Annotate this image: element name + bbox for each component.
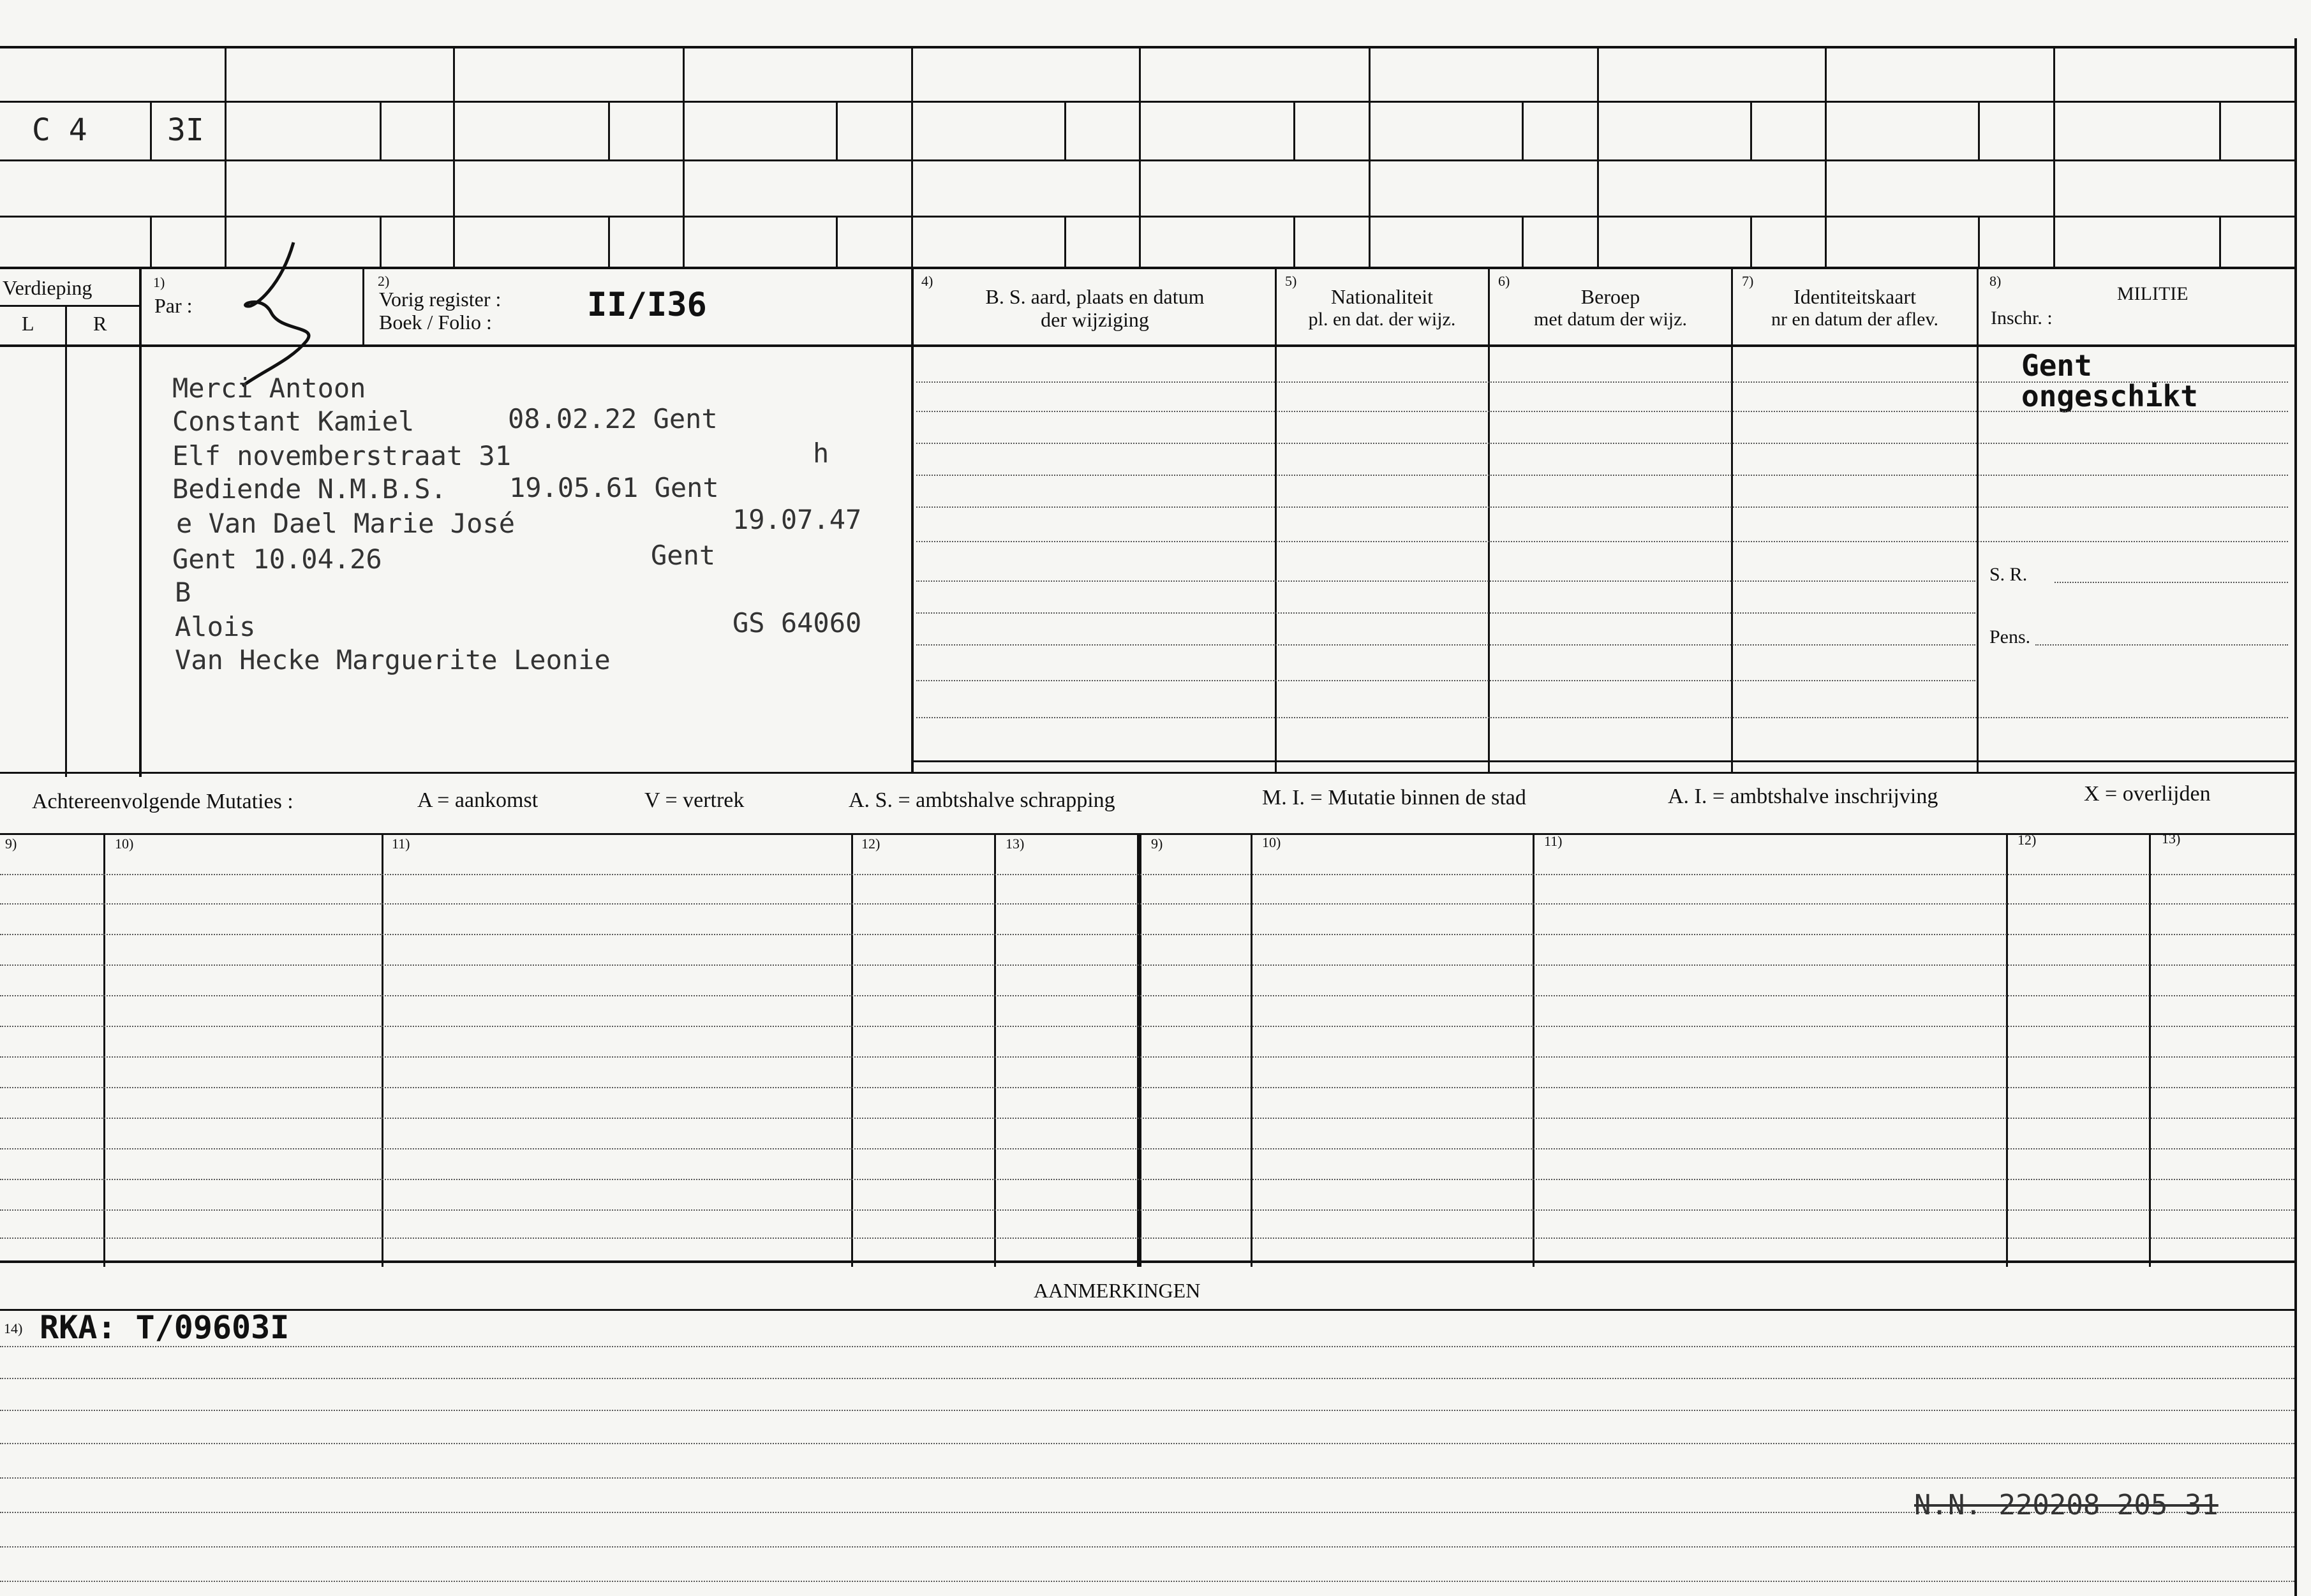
person-mother: Van Hecke Marguerite Leonie bbox=[175, 644, 611, 676]
sr-label: S. R. bbox=[1989, 564, 2028, 585]
person-address-mark: h bbox=[813, 438, 829, 469]
field-8-number: 8) bbox=[1989, 273, 2002, 289]
legend-ambtshalve-inschrijving: A. I. = ambtshalve inschrijving bbox=[1668, 785, 1938, 808]
legend-mutatie-binnen-stad: M. I. = Mutatie binnen de stad bbox=[1262, 786, 1526, 809]
mut-col-9-left: 9) bbox=[5, 836, 17, 852]
par-label: Par : bbox=[154, 294, 193, 317]
identiteitskaart-line2: nr en datum der aflev. bbox=[1771, 309, 1939, 330]
mut-col-10-right: 10) bbox=[1262, 834, 1281, 850]
col-l-label: L bbox=[22, 312, 34, 335]
aanmerkingen-title: AANMERKINGEN bbox=[1034, 1279, 1201, 1302]
mut-col-9-right: 9) bbox=[1151, 836, 1163, 852]
legend-vertrek: V = vertrek bbox=[644, 788, 745, 812]
person-occupation: Bediende N.M.B.S. bbox=[172, 473, 447, 505]
national-number: N.N. 220208 205 31 bbox=[1914, 1489, 2218, 1521]
field-5-number: 5) bbox=[1285, 273, 1297, 289]
legend-overlijden: X = overlijden bbox=[2084, 782, 2211, 806]
mut-col-10-left: 10) bbox=[115, 836, 134, 852]
nationaliteit-line2: pl. en dat. der wijz. bbox=[1308, 309, 1456, 330]
person-spouse-birth: Gent 10.04.26 bbox=[172, 543, 382, 575]
beroep-line1: Beroep bbox=[1580, 285, 1640, 308]
mut-col-11-left: 11) bbox=[392, 836, 410, 852]
inschr-label: Inschr. : bbox=[1991, 307, 2053, 329]
field-4-number: 4) bbox=[921, 273, 933, 289]
field-2-number: 2) bbox=[378, 273, 390, 289]
register-value: II/I36 bbox=[587, 286, 707, 324]
mut-col-12-right: 12) bbox=[2017, 832, 2037, 848]
person-occupation-date: 19.05.61 Gent bbox=[509, 472, 719, 503]
beroep-line2: met datum der wijz. bbox=[1534, 309, 1687, 330]
vorig-register-label: Vorig register : bbox=[379, 288, 502, 311]
rka-reference: RKA: T/09603I bbox=[40, 1309, 290, 1346]
legend-ambtshalve-schrapping: A. S. = ambtshalve schrapping bbox=[849, 788, 1115, 812]
mut-col-13-right: 13) bbox=[2162, 831, 2181, 846]
bs-header-line1: B. S. aard, plaats en datum bbox=[985, 285, 1205, 308]
field-7-number: 7) bbox=[1742, 273, 1754, 289]
top-border bbox=[0, 46, 2297, 48]
militie-status: ongeschikt bbox=[2021, 379, 2198, 413]
field-14-number: 14) bbox=[4, 1320, 23, 1336]
mutaties-title: Achtereenvolgende Mutaties : bbox=[32, 790, 294, 813]
person-father: Alois bbox=[175, 611, 256, 642]
person-address: Elf novemberstraat 31 bbox=[172, 440, 512, 471]
mut-col-13-left: 13) bbox=[1006, 836, 1025, 852]
militie-label: MILITIE bbox=[2117, 283, 2188, 304]
mut-col-11-right: 11) bbox=[1544, 833, 1563, 849]
identiteitskaart-line1: Identiteitskaart bbox=[1794, 285, 1916, 308]
verdieping-label: Verdieping bbox=[3, 276, 93, 299]
field-1-number: 1) bbox=[153, 274, 165, 290]
person-birth: 08.02.22 Gent bbox=[508, 403, 718, 434]
col-r-label: R bbox=[93, 312, 107, 335]
boek-folio-label: Boek / Folio : bbox=[379, 311, 492, 334]
body-bottom-line bbox=[0, 772, 2294, 774]
top-code: C 4 bbox=[32, 112, 87, 148]
person-id-number: GS 64060 bbox=[732, 607, 862, 639]
person-name: Merci Antoon bbox=[172, 373, 366, 404]
person-marriage-date: 19.07.47 bbox=[732, 504, 862, 535]
top-number: 3I bbox=[167, 112, 204, 148]
aanmerkingen-line bbox=[0, 1309, 2294, 1311]
person-spouse-birthplace: Gent bbox=[651, 540, 716, 571]
mut-col-12-left: 12) bbox=[861, 836, 881, 852]
nationaliteit-line1: Nationaliteit bbox=[1331, 285, 1433, 308]
person-given-names: Constant Kamiel bbox=[172, 406, 415, 437]
person-spouse: e Van Dael Marie José bbox=[176, 508, 516, 539]
legend-aankomst: A = aankomst bbox=[417, 788, 539, 812]
militie-place: Gent bbox=[2021, 348, 2092, 383]
person-nationality: B bbox=[175, 577, 191, 608]
pens-label: Pens. bbox=[1989, 626, 2031, 647]
field-6-number: 6) bbox=[1498, 273, 1510, 289]
right-border bbox=[2294, 38, 2297, 1596]
bs-header-line2: der wijziging bbox=[1041, 308, 1149, 331]
